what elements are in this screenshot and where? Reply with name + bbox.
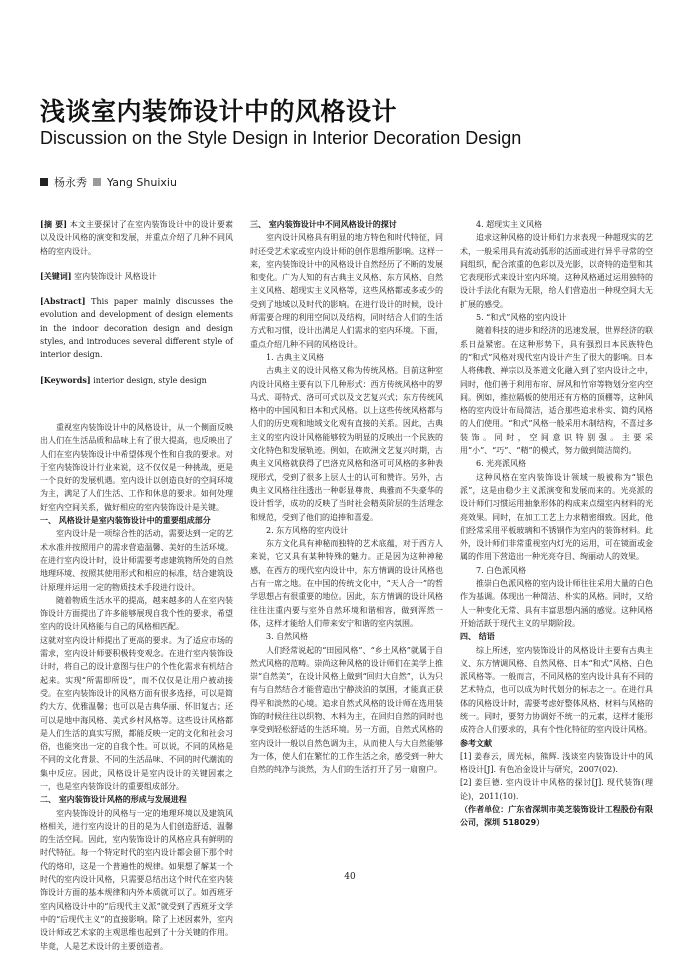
paragraph: 东方文化具有神秘而独特的艺术底蕴，对于西方人来说，它又具有某种特殊的魅力。正是因为这种神秘感，在西方的现代室内设计中，东方情调的设计风格也占有一席之地。在中国的传统文化中，“天人合一”的哲学思想占有很重要的地位。因此，东方情调的设计风格往往注重内要与室外自然环境和谐相容，做到浑然一体，这样才能给人们带来安宁和谐的室内氛围。 (250, 539, 443, 628)
abstract-cn: [摘 要] 本文主要探讨了在室内装饰设计中的设计要素以及设计风格的演变和发展，并重点介绍了几种不同风格的室内设计。 (40, 219, 234, 256)
paragraph: 推崇白色派风格的室内设计师往往采用大量的白色作为基调。体现出一种简洁、朴实的风格。同时，又给人一种变化无常、具有丰富思想内涵的感觉。这种风格开始活跃于现代主义的早期阶段。 (460, 579, 653, 628)
subheading: 4. 超现实主义风格 (476, 220, 543, 229)
reference-item: [2] 姜巨德. 室内设计中风格的探讨[J]. 现代装饰(理论)，2011(10). (460, 778, 653, 801)
grey-square-icon (93, 178, 101, 186)
author-line (40, 174, 177, 190)
paragraph: 随着科技的进步和经济的迅速发展，世界经济的联系日益紧密。在这种形势下，具有强烈日本民族特色的“和式”风格对现代室内设计产生了很大的影响。日本人将佛教、禅宗以及茶道文化融入到了室内设计之中，同时，他们善于利用布帘、屏风和竹帘等物划分室内空间。例如，推拉隔板的使用还有方格的顶棚等，这种风格的室内设计布局简洁，适合那些追求朴实、简约风格的人们使用。“和式”风格一般采用木制结构，不喜过多装饰。同时，空间意识特别强。主要采用“小”、“巧”、“精”的模式，努力做到简洁简约。 (460, 326, 653, 456)
paragraph: 古典主义的设计风格又称为传统风格。目前这种室内设计风格主要有以下几种形式：西方传统风格中的罗马式、哥特式、洛可可式以及文艺复兴式；东方传统风格中的中国风和日本和式风格。以上这些传统风格都与人们的历史观和地域文化观有直接的关系。因此，古典主义的室内设计风格能够较为明显的反映出一个民族的文化特色和发展轨迹。例如，在欧洲文艺复兴时期，古典主义风格就获得了巴洛克风格和洛可可风格的多种表现形式，受到了很多上层人士的认可和赞许。另外，古典主义风格往往透出一种彰显尊贵、典雅而不失豪华的设计哲学，成功的反映了当时社会精英阶层的生活理念和规范，受到了他们的追捧和喜爱。 (250, 366, 443, 522)
section-heading-4: 四、 结语 (460, 632, 495, 642)
abstract-en: [Abstract] This paper mainly discusses the evolution and development of design elements in the indoor decoration design and design styles, and introduces several different style of interior design. (40, 296, 234, 360)
article-title-cn: 浅谈室内装饰设计中的风格设计 (40, 97, 398, 126)
subheading: 2. 东方风格的室内设计 (266, 525, 349, 535)
author-name-cn: 杨永秀 (54, 176, 87, 189)
keywords-cn: [关键词] 室内装饰设计 风格设计 (40, 270, 157, 281)
author-affiliation: （作者单位：广东省深圳市美芝装饰设计工程股份有限公司，深圳 518029） (460, 805, 653, 828)
text-column-2 (250, 218, 443, 776)
keywords-en: [Keywords] interior design, style design (40, 374, 207, 385)
paragraph: 人们经常说起的“田园风格”、“乡土风格”就属于自然式风格的范畴。崇尚这种风格的设计师们在美学上推崇“自然美”，在设计风格上做到“回归大自然”，认为只有与自然结合才能营造出宁静淡泊的氛围，才能真正获得平和淡然的心境。追求自然式风格的设计师在选用装饰的时候往往以织物、木料为主，在回归自然的同时也享受到轻松舒适的生活环境。另一方面，自然式风格的室内设计一般以自然色调为主，从而使人与大自然能够为一体，使人们在繁忙的工作生活之余，感受到一种大自然的纯净与淡然，为人们的生活打开了另一扇窗户。 (250, 645, 443, 775)
black-square-icon (40, 178, 48, 186)
paragraph: 综上所述，室内装饰设计的风格设计主要有古典主义、东方情调风格、自然风格、日本“和式”风格、白色派风格等。一般而言，不同风格的室内设计具有不同的艺术特点，也可以成为时代划分的标志之一。在进行具体的风格设计时，需要考虑好整体风格、材料与风格的统一。同时，要努力协调好不统一的元素，这样才能形成符合人们要求的，具有个性化特征的室内设计风格。 (460, 645, 653, 735)
references-heading: 参考文献 (460, 738, 492, 748)
subheading: 6. 光亮派风格 (476, 459, 527, 469)
text-column-1 (40, 218, 233, 953)
text-column-3 (460, 218, 653, 830)
paragraph: 室内设计是一项综合性的活动，需要达到一定的艺术水准并按照用户的需求营造温馨、美好的生活环境。在进行室内设计时，设计师需要考虑建筑物所处的自然地理环境、按照其使用形式和相应的标准，结合建筑设计原理并运用一定的物质技术手段进行设计。 (40, 529, 233, 592)
reference-item: [1] 姜春云，周光标，熊辉. 浅谈室内装饰设计中的风格设计[J]. 有色冶金设计与研究，2007(02). (460, 751, 653, 775)
author-name-en: Yang Shuixiu (107, 175, 177, 189)
page-number: 40 (344, 872, 356, 882)
subheading: 7. 白色派风格 (476, 565, 527, 575)
section-heading-1: 一、 风格设计是室内装饰设计中的重要组成部分 (40, 516, 211, 526)
paragraph: 室内装饰设计的风格与一定的地理环境以及建筑风格相关，进行室内设计的目的是为人们创造舒适、温馨的生活空间。因此，室内装饰设计的风格应具有鲜明的时代特征。每一个特定时代的室内设计都会留下那个时代的烙印，这是一个普遍性的规律。如果想了解某一个时代的室内设计风格，只需要总结出这个时代在室内装饰设计方面的基本规律和内外本质就可以了。如西班牙室内风格设计中的“后现代主义派”就受到了西班牙文学中的“后现代主义”的直接影响。除了上述因素外，室内设计师或艺术家的主观思维也起到了十分关键的作用。毕竟，人是艺术设计的主要创造者。 (40, 808, 233, 951)
subheading: 3. 自然风格 (266, 632, 309, 642)
paragraph: 随着物质生活水平的提高，越来越多的人在室内装饰设计方面提出了许多能够展现自我个性的要求，希望室内的设计风格能与自己的风格相匹配。 (40, 595, 233, 632)
subheading: 5. “和式”风格的室内设计 (476, 313, 567, 323)
section-heading-3: 三、 室内装饰设计中不同风格设计的探讨 (250, 220, 397, 229)
paragraph: 这种风格在室内装饰设计领域一般被称为“银色派”，这是由稳少主义派演变和发展而来的。光亮派的设计师们习惯运用抽象形体的构成来点缀室内材料的光亮效果。同时，在加工工艺上力求精密细致。因此，他们经常采用平板玻璃和不锈钢作为室内的装饰材料。此外，设计师们非常重视室内灯光的运用，可在镜面或金属的作用下营造出一种光亮夺目、绚丽动人的效果。 (460, 472, 653, 562)
paragraph: 这就对室内设计师提出了更高的要求。为了适应市场的需求，室内设计师要积极转变观念。在进行室内装饰设计时，将自己的设计意图与住户的个性化需求有机结合起来。实现“所需即所设”，而不仅仅是让用户被动接受。在室内装饰设计的风格方面有很多选择，可以是简约大方、优雅温馨；也可以是古典华丽、怀旧复古；还可以是地中海风格、美式乡村风格等。这些设计风格都是人们生活的真实写照，都能反映一定的文化和社会习俗，也能突出一定的自我个性。可以说，不同的风格是不同的文化背景、不同的生活品味、不同的时代潮流的集中反应。因此，风格设计是室内设计的关键因素之一，也是室内装饰设计的重要组成部分。 (40, 635, 233, 791)
paragraph-intro: 重视室内装饰设计中的风格设计，从一个侧面反映出人们在生活品质和品味上有了很大提高，也反映出了人们在室内装饰设计中希望体现个性和自我的要求。对于室内装饰设计行业来说，这不仅仅是一种挑战，更是一个良好的发展机遇。室内设计以创造良好的空间环境为主，满足了人们生活、工作和休息的要求。如何处理好室内空间关系，做好相应的室内装饰设计是关键。 (40, 422, 233, 512)
section-heading-2: 二、 室内装饰设计风格的形成与发展进程 (40, 795, 187, 805)
paragraph: 追求这种风格的设计师们力求表现一种超现实的艺术，一般采用具有流动弧形的活面或进行异乎寻常的空间组织，配合浓重的色彩以及光影，以奇特的造型和其它表现形式来设计室内环境。这种风格通过运用独特的设计手法化有限为无限，给人们营造出一种现空间大无扩展的感受。 (460, 233, 653, 309)
paragraph: 室内设计风格具有明显的地方特色和时代特征，同时还受艺术家或室内设计师的创作思维所影响。这样一来，室内装饰设计中的风格设计自然经历了不断的发展和变化。广为人知的有古典主义风格、东方风格、自然主义风格、超现实主义风格等，这些风格都或多或少的受到了地域以及时代的影响。在进行设计的时候，设计师需要合理的利用空间以及结构，同时结合人们的生活方式和习惯，设计出满足人们需求的室内环境。下面，重点介绍几种不同的风格设计。 (250, 233, 443, 349)
subheading: 1. 古典主义风格 (266, 352, 325, 362)
article-title-en: Discussion on the Style Design in Interior Decoration Design (40, 128, 522, 148)
